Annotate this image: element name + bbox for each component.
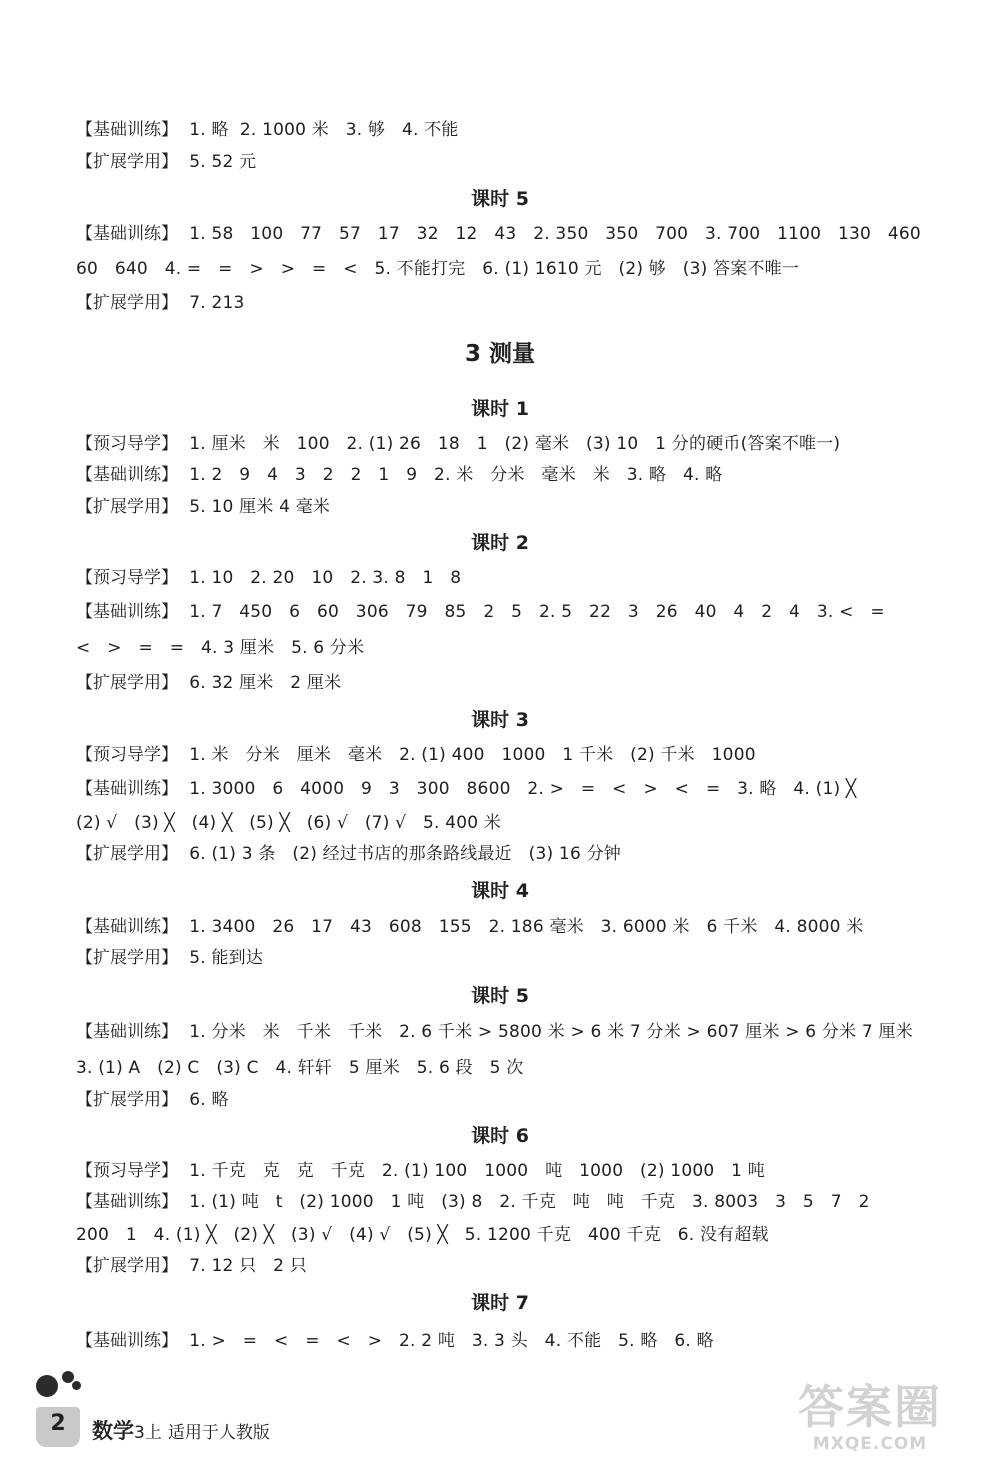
- answer-text: 1. 10 2. 20 10 2. 3. 8 1 8: [189, 568, 462, 588]
- section-label: 【基础训练】: [76, 602, 178, 622]
- section-label: 【扩展学用】: [76, 844, 178, 864]
- answer-text: 1. > = < = < > 2. 2 吨 3. 3 头 4. 不能 5. 略 6. 略: [189, 1331, 714, 1351]
- l13: [76, 601, 885, 623]
- watermark-url: MXQE.COM: [812, 1434, 928, 1454]
- lesson-heading: 课时 2: [471, 532, 529, 554]
- edition: 适用于人教版: [167, 1423, 270, 1443]
- lesson-heading: 课时 1: [471, 398, 529, 420]
- subject: 数学: [92, 1419, 134, 1443]
- l31: 200 1 4. (1) ╳ (2) ╳ (3) √ (4) √ (5) ╳ 5. 1200 千克 400 千克 6. 没有超载: [76, 1225, 769, 1245]
- section-label: 【基础训练】: [76, 1192, 178, 1212]
- lesson-heading: 课时 3: [471, 709, 529, 731]
- section-label: 【基础训练】: [76, 1022, 178, 1042]
- l15: [76, 672, 341, 694]
- answer-text: 1. 略 2. 1000 米 3. 够 4. 不能: [189, 120, 459, 140]
- answer-text: 7. 12 只 2 只: [189, 1256, 307, 1276]
- l9: [76, 464, 722, 486]
- answer-text: 7. 213: [189, 293, 245, 313]
- l18: [76, 778, 856, 800]
- page-number: 2: [50, 1411, 66, 1436]
- l4: 60 640 4. = = > > = < 5. 不能打完 6. (1) 1610 元 (2) 够 (3) 答案不唯一: [76, 259, 800, 279]
- section-label: 【基础训练】: [76, 465, 178, 485]
- l34: [76, 1330, 714, 1352]
- plant-leaf-icon: [36, 1375, 58, 1397]
- section-label: 【预习导学】: [76, 568, 178, 588]
- section-label: 【预习导学】: [76, 745, 178, 765]
- answer-text: 1. 3000 6 4000 9 3 300 8600 2. > = < > < = 3. 略 4. (1) ╳: [189, 779, 857, 799]
- l19: (2) √ (3) ╳ (4) ╳ (5) ╳ (6) √ (7) √ 5. 400 米: [76, 813, 502, 833]
- answer-text: 1. 分米 米 千米 千米 2. 6 千米 > 5800 米 > 6 米 7 分米 > 607 厘米 > 6 分米 7 厘米: [189, 1022, 913, 1042]
- answer-text: 1. 7 450 6 60 306 79 85 2 5 2. 5 22 3 26 40 4 2 4 3. < =: [189, 602, 885, 622]
- l17: [76, 744, 756, 766]
- section-label: 【基础训练】: [76, 917, 178, 937]
- l25: [76, 1021, 913, 1043]
- section-label: 【扩展学用】: [76, 948, 178, 968]
- section-label: 【基础训练】: [76, 779, 178, 799]
- answer-text: 1. 2 9 4 3 2 2 1 9 2. 米 分米 毫米 米 3. 略 4. 略: [189, 465, 723, 485]
- answer-text: 1. 厘米 米 100 2. (1) 26 18 1 (2) 毫米 (3) 10 1 分的硬币(答案不唯一): [189, 434, 841, 454]
- l29: [76, 1160, 765, 1182]
- l10: [76, 496, 330, 518]
- section-label: 【预习导学】: [76, 434, 178, 454]
- l32: [76, 1255, 307, 1277]
- plant-leaf-icon: [62, 1371, 74, 1383]
- answer-text: 5. 能到达: [189, 948, 264, 968]
- answer-text: 1. 千克 克 克 千克 2. (1) 100 1000 吨 1000 (2) 1000 1 吨: [189, 1161, 765, 1181]
- l8: [76, 433, 840, 455]
- l20: [76, 843, 621, 865]
- lesson-heading: 课时 4: [471, 880, 529, 902]
- watermark: [770, 1380, 970, 1460]
- l5: [76, 292, 245, 314]
- l12: [76, 567, 461, 589]
- answer-text: 1. (1) 吨 t (2) 1000 1 吨 (3) 8 2. 千克 吨 吨 千克 3. 8003 3 5 7 2: [189, 1192, 870, 1212]
- section-label: 【预习导学】: [76, 1161, 178, 1181]
- l0: [76, 119, 459, 141]
- answer-text: 1. 58 100 77 57 17 32 12 43 2. 350 350 700 3. 700 1100 130 460: [189, 224, 921, 244]
- l3: [76, 223, 921, 245]
- section-label: 【基础训练】: [76, 224, 178, 244]
- page-footer: [36, 1375, 336, 1455]
- section-label: 【扩展学用】: [76, 152, 178, 172]
- answer-text: 5. 52 元: [189, 152, 257, 172]
- chapter-heading: 3 测量: [464, 341, 535, 367]
- l14: < > = = 4. 3 厘米 5. 6 分米: [76, 638, 365, 658]
- watermark-logo-text: 答案圈: [798, 1380, 942, 1434]
- lesson-heading: 课时 5: [471, 985, 529, 1007]
- section-label: 【扩展学用】: [76, 1090, 178, 1110]
- l1: [76, 151, 256, 173]
- answer-text: 5. 10 厘米 4 毫米: [189, 497, 331, 517]
- section-label: 【扩展学用】: [76, 293, 178, 313]
- plant-leaf-icon: [72, 1381, 81, 1390]
- book-title: [92, 1415, 270, 1445]
- lesson-heading: 课时 6: [471, 1125, 529, 1147]
- answer-text: 6. 32 厘米 2 厘米: [189, 673, 342, 693]
- answer-text: 1. 3400 26 17 43 608 155 2. 186 毫米 3. 6000 米 6 千米 4. 8000 米: [189, 917, 864, 937]
- answer-text: 6. (1) 3 条 (2) 经过书店的那条路线最近 (3) 16 分钟: [189, 844, 621, 864]
- l27: [76, 1089, 229, 1111]
- section-label: 【基础训练】: [76, 120, 178, 140]
- lesson-heading: 课时 5: [471, 188, 529, 210]
- section-label: 【扩展学用】: [76, 1256, 178, 1276]
- l30: [76, 1191, 870, 1213]
- section-label: 【扩展学用】: [76, 673, 178, 693]
- l22: [76, 916, 863, 938]
- answer-text: 1. 米 分米 厘米 毫米 2. (1) 400 1000 1 千米 (2) 千米 1000: [189, 745, 756, 765]
- grade: 3上: [134, 1423, 162, 1443]
- l26: 3. (1) A (2) C (3) C 4. 轩轩 5 厘米 5. 6 段 5 次: [76, 1058, 524, 1078]
- section-label: 【扩展学用】: [76, 497, 178, 517]
- l23: [76, 947, 263, 969]
- lesson-heading: 课时 7: [471, 1292, 529, 1314]
- answer-text: 6. 略: [189, 1090, 229, 1110]
- section-label: 【基础训练】: [76, 1331, 178, 1351]
